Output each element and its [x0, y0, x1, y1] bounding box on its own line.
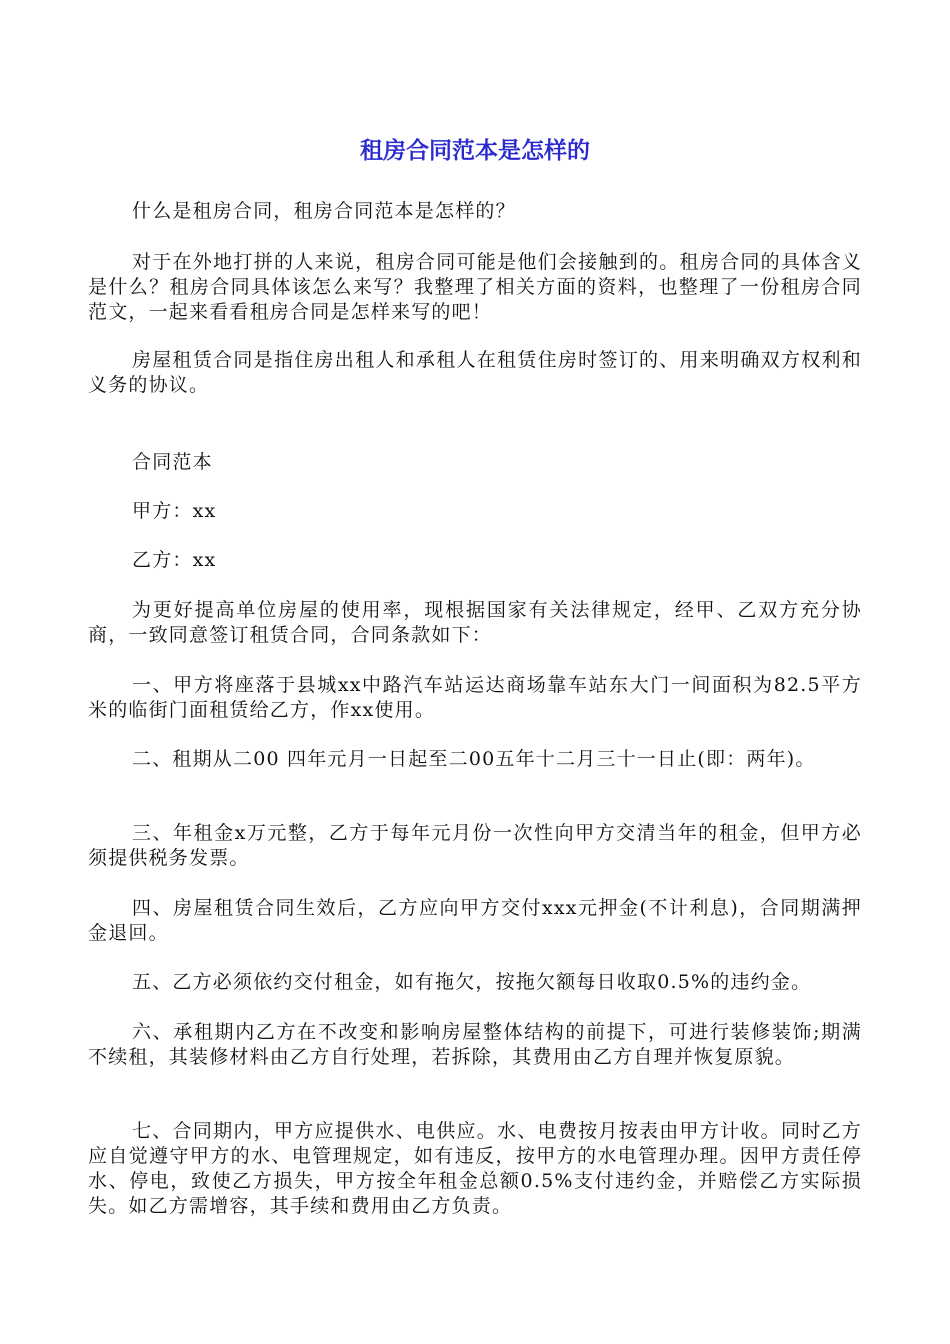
party-a: 甲方：xx	[132, 500, 217, 522]
clause-3: 三、年租金x万元整，乙方于每年元月份一次性向甲方交清当年的租金，但甲方必须提供税务发票。	[88, 822, 862, 869]
paragraph-definition: 房屋租赁合同是指住房出租人和承租人在租赁住房时签订的、用来明确双方权利和义务的协议。	[88, 349, 862, 396]
section-heading-template: 合同范本	[132, 451, 213, 473]
clause-7: 七、合同期内，甲方应提供水、电供应。水、电费按月按表由甲方计收。同时乙方应自觉遵守甲方的水、电管理规定，如有违反，按甲方的水电管理办理。因甲方责任停水、停电，致使乙方损失，甲方按全年租金总额0.5%支付违约金，并赔偿乙方实际损失。如乙方需增容，其手续和费用由乙方负责。	[88, 1120, 862, 1217]
clause-4: 四、房屋租赁合同生效后，乙方应向甲方交付xxx元押金(不计利息)，合同期满押金退回。	[88, 897, 862, 944]
paragraph-preamble: 为更好提高单位房屋的使用率，现根据国家有关法律规定，经甲、乙双方充分协商，一致同意签订租赁合同，合同条款如下：	[88, 599, 862, 646]
paragraph-intro-question: 什么是租房合同，租房合同范本是怎样的？	[132, 200, 516, 222]
clause-2: 二、租期从二00 四年元月一日起至二00五年十二月三十一日止(即：两年)。	[132, 748, 816, 770]
clause-6: 六、承租期内乙方在不改变和影响房屋整体结构的前提下，可进行装修装饰;期满不续租，其装修材料由乙方自行处理，若拆除，其费用由乙方自理并恢复原貌。	[88, 1021, 862, 1068]
document-page	[88, 0, 862, 1344]
clause-5: 五、乙方必须依约交付租金，如有拖欠，按拖欠额每日收取0.5%的违约金。	[132, 971, 812, 993]
party-b: 乙方：xx	[132, 549, 217, 571]
clause-1: 一、甲方将座落于县城xx中路汽车站运达商场靠车站东大门一间面积为82.5平方米的临街门面租赁给乙方，作xx使用。	[88, 674, 862, 721]
document-title: 租房合同范本是怎样的	[360, 138, 590, 164]
paragraph-intro: 对于在外地打拼的人来说，租房合同可能是他们会接触到的。租房合同的具体含义是什么？租房合同具体该怎么来写？我整理了相关方面的资料，也整理了一份租房合同范文，一起来看看租房合同是怎样来写的吧！	[88, 251, 862, 323]
